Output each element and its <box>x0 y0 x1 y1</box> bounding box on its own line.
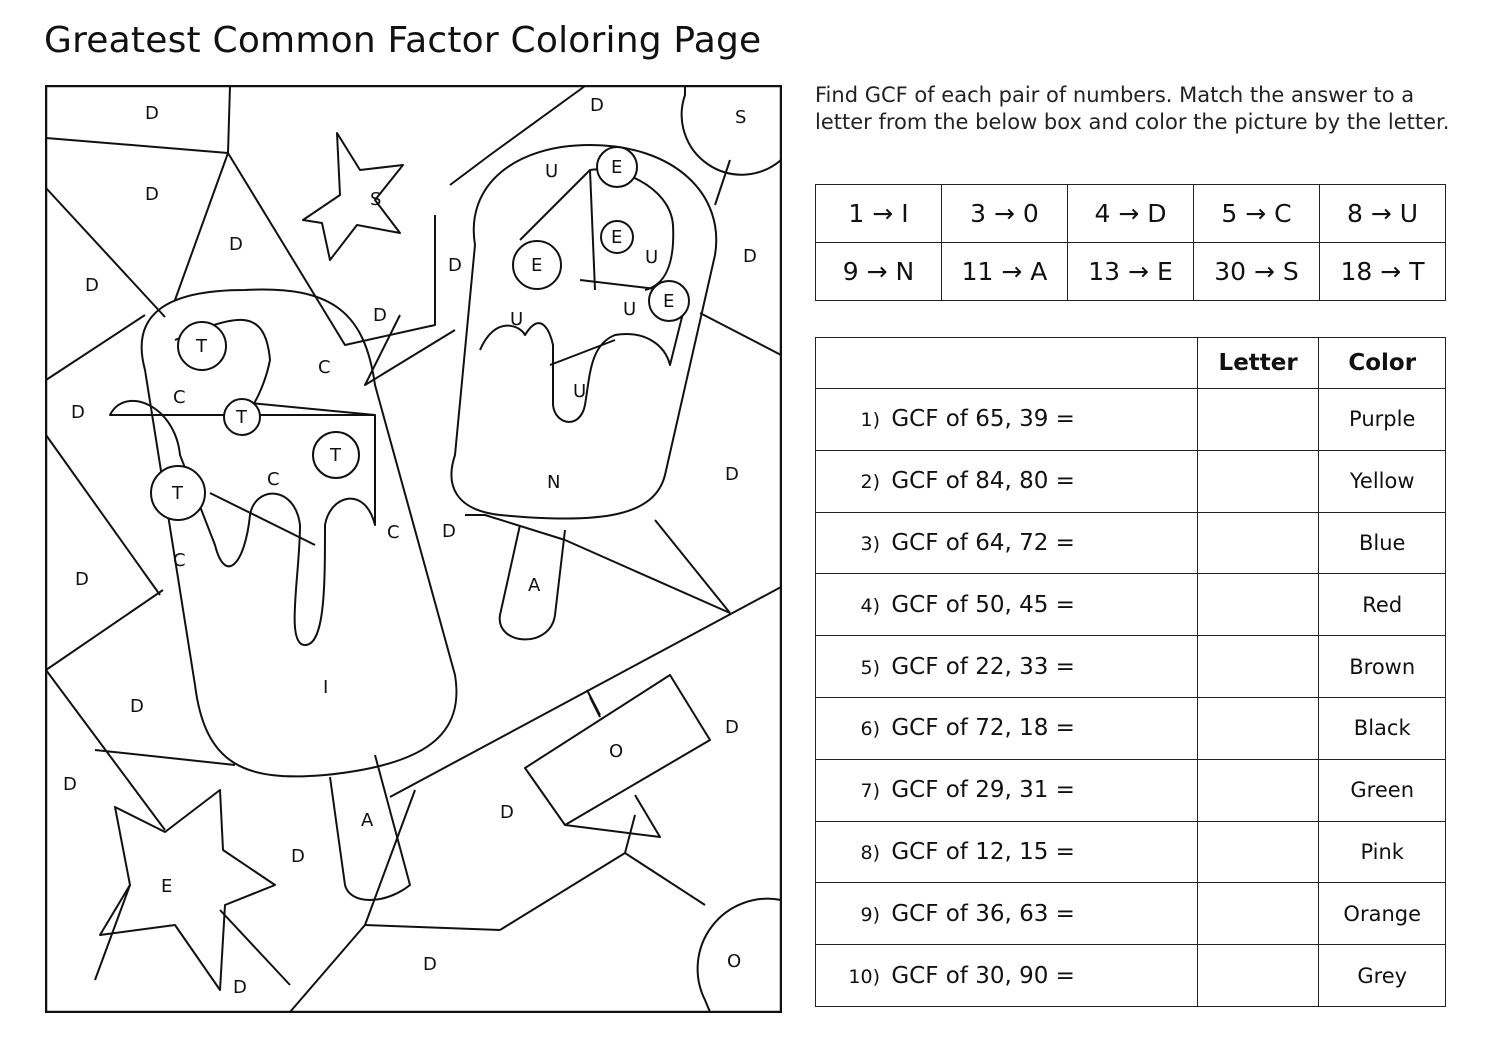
region-line <box>46 590 163 670</box>
region-line <box>46 315 145 380</box>
question-cell: 1) GCF of 65, 39 = <box>816 389 1198 451</box>
region-letter: U <box>573 381 587 402</box>
letter-answer-cell[interactable] <box>1197 512 1319 574</box>
region-letter: E <box>161 876 173 897</box>
region-letter: D <box>63 774 77 795</box>
region-line <box>46 86 230 153</box>
letter-answer-cell[interactable] <box>1197 389 1319 451</box>
color-cell: Brown <box>1319 636 1446 698</box>
question-cell: 5) GCF of 22, 33 = <box>816 636 1198 698</box>
region-letter: T <box>196 336 207 357</box>
popsicle-right-region <box>550 340 615 365</box>
answer-key-cell: 5 → C <box>1194 185 1320 243</box>
letter-header: Letter <box>1197 338 1319 389</box>
region-letter: D <box>442 521 456 542</box>
region-letter: O <box>727 951 742 972</box>
answer-key-row <box>816 243 1446 301</box>
region-letter: C <box>173 387 186 408</box>
region-letter: S <box>735 107 747 128</box>
region-letter: D <box>373 305 387 326</box>
region-letter: A <box>361 810 374 831</box>
region-letter: U <box>623 299 637 320</box>
instructions-text: Find GCF of each pair of numbers. Match the answer to a letter from the below box and color the picture by the letter. <box>815 83 1450 134</box>
question-row <box>816 450 1446 512</box>
question-row <box>816 574 1446 636</box>
questions-table <box>815 337 1446 1007</box>
question-header <box>816 338 1198 389</box>
region-line <box>220 910 290 985</box>
answer-key-cell: 13 → E <box>1068 243 1194 301</box>
question-row <box>816 821 1446 883</box>
region-letter: E <box>611 227 623 248</box>
question-row <box>816 512 1446 574</box>
region-line <box>655 520 730 613</box>
answer-key-table <box>815 184 1446 301</box>
region-line <box>228 153 435 345</box>
color-cell: Pink <box>1319 821 1446 883</box>
region-line <box>46 188 165 317</box>
star-bottom-left <box>100 790 275 990</box>
region-letter: D <box>743 246 757 267</box>
region-letter: D <box>130 696 144 717</box>
region-line <box>365 925 500 930</box>
region-letter: O <box>609 741 624 762</box>
region-letter: C <box>387 522 400 543</box>
question-cell: 6) GCF of 72, 18 = <box>816 697 1198 759</box>
answer-key-cell: 30 → S <box>1194 243 1320 301</box>
color-cell: Black <box>1319 697 1446 759</box>
letter-answer-cell[interactable] <box>1197 636 1319 698</box>
region-line <box>500 853 705 930</box>
region-line <box>450 86 585 185</box>
question-cell: 4) GCF of 50, 45 = <box>816 574 1198 636</box>
question-cell: 8) GCF of 12, 15 = <box>816 821 1198 883</box>
region-line <box>590 697 600 717</box>
region-letter: D <box>500 802 514 823</box>
region-letter: D <box>145 103 159 124</box>
region-line <box>715 160 730 205</box>
region-letter: D <box>423 954 437 975</box>
color-cell: Purple <box>1319 389 1446 451</box>
circled-labels <box>151 147 689 520</box>
region-letter: U <box>510 309 524 330</box>
color-cell: Green <box>1319 759 1446 821</box>
question-row <box>816 697 1446 759</box>
region-letter: E <box>531 255 543 276</box>
letter-answer-cell[interactable] <box>1197 821 1319 883</box>
answer-key-row <box>816 185 1446 243</box>
question-cell: 10) GCF of 30, 90 = <box>816 945 1198 1007</box>
region-line <box>175 153 228 300</box>
color-cell: Yellow <box>1319 450 1446 512</box>
region-letter: D <box>71 402 85 423</box>
color-cell: Blue <box>1319 512 1446 574</box>
color-header: Color <box>1319 338 1446 389</box>
coloring-picture <box>45 85 782 1013</box>
answer-key-cell: 4 → D <box>1068 185 1194 243</box>
letter-answer-cell[interactable] <box>1197 883 1319 945</box>
answer-key-cell: 3 → 0 <box>942 185 1068 243</box>
coloring-picture-svg <box>45 85 782 1013</box>
region-line <box>700 313 781 355</box>
questions-header-row <box>816 338 1446 389</box>
region-letter: D <box>229 234 243 255</box>
region-letter: I <box>323 677 329 698</box>
star-top <box>303 133 403 260</box>
circle-top-right <box>682 86 781 175</box>
question-row <box>816 759 1446 821</box>
answer-key-cell: 18 → T <box>1320 243 1446 301</box>
region-letter: T <box>172 483 183 504</box>
region-letter: U <box>645 247 659 268</box>
region-letter: D <box>590 95 604 116</box>
popsicle-left-region <box>250 403 375 415</box>
region-letter: C <box>267 469 280 490</box>
question-row <box>816 883 1446 945</box>
region-letter: D <box>145 184 159 205</box>
region-letter: S <box>370 189 382 210</box>
letter-answer-cell[interactable] <box>1197 574 1319 636</box>
answer-key-cell: 8 → U <box>1320 185 1446 243</box>
region-letters <box>63 95 757 998</box>
region-letter: E <box>663 291 675 312</box>
region-letter: D <box>75 569 89 590</box>
page-title: Greatest Common Factor Coloring Page <box>44 20 762 61</box>
question-cell: 7) GCF of 29, 31 = <box>816 759 1198 821</box>
region-letter: D <box>85 275 99 296</box>
region-letter: A <box>528 575 541 596</box>
question-row <box>816 389 1446 451</box>
question-cell: 9) GCF of 36, 63 = <box>816 883 1198 945</box>
letter-answer-cell[interactable] <box>1197 450 1319 512</box>
question-cell: 3) GCF of 64, 72 = <box>816 512 1198 574</box>
region-letter: D <box>725 717 739 738</box>
region-letter: D <box>291 846 305 867</box>
region-letter: U <box>545 161 559 182</box>
picture-frame <box>46 86 781 1012</box>
region-letter: T <box>236 407 247 428</box>
region-letter: C <box>173 550 186 571</box>
color-cell: Orange <box>1319 883 1446 945</box>
color-cell: Grey <box>1319 945 1446 1007</box>
letter-answer-cell[interactable] <box>1197 697 1319 759</box>
answer-key-cell: 11 → A <box>942 243 1068 301</box>
region-letter: D <box>725 464 739 485</box>
region-letter: C <box>318 357 331 378</box>
color-cell: Red <box>1319 574 1446 636</box>
question-row <box>816 636 1446 698</box>
answer-key-cell: 1 → I <box>816 185 942 243</box>
answer-key-cell: 9 → N <box>816 243 942 301</box>
region-letter: N <box>547 472 561 493</box>
region-line <box>46 435 160 595</box>
region-letter: D <box>448 255 462 276</box>
letter-answer-cell[interactable] <box>1197 945 1319 1007</box>
region-letter: E <box>611 157 623 178</box>
region-letter: T <box>330 445 341 466</box>
region-letter: D <box>233 977 247 998</box>
question-cell: 2) GCF of 84, 80 = <box>816 450 1198 512</box>
letter-answer-cell[interactable] <box>1197 759 1319 821</box>
region-line <box>390 587 781 797</box>
region-line <box>46 670 165 830</box>
region-line <box>290 790 415 1012</box>
question-row <box>816 945 1446 1007</box>
